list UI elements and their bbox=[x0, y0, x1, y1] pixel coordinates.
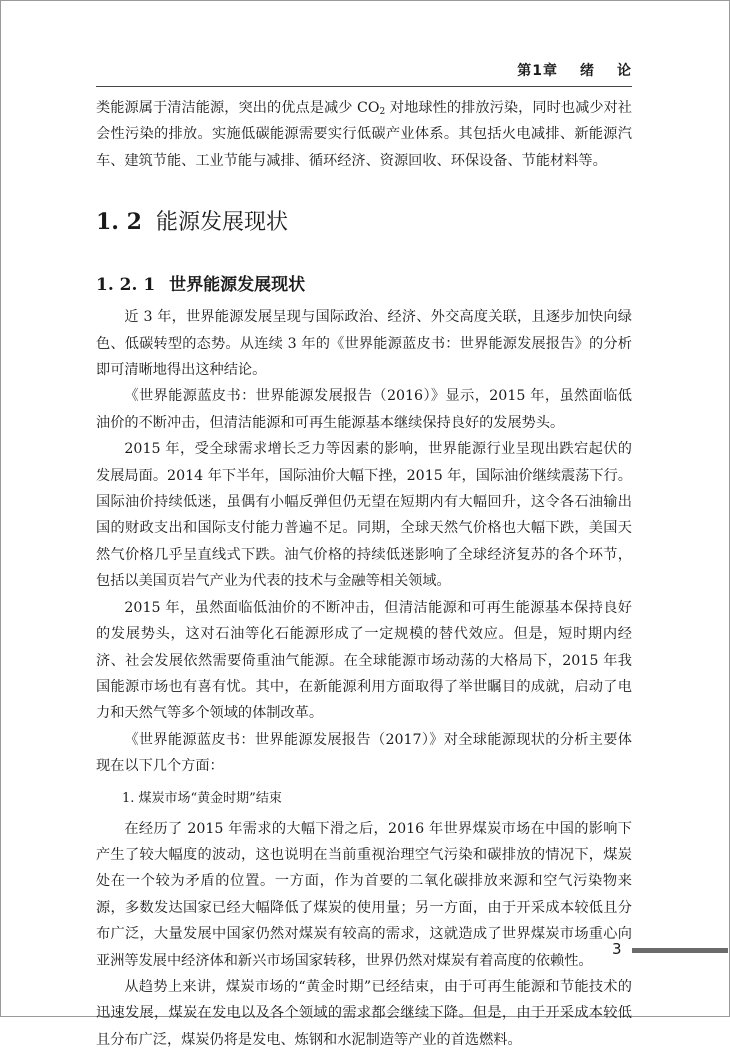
header-title-a: 绪 bbox=[580, 63, 595, 79]
subsection-number: 1. 2. 1 bbox=[96, 275, 156, 296]
item-heading: 1. 煤炭市场“黄金时期”结束 bbox=[122, 790, 282, 806]
intro-text-a: 类能源属于清洁能源，突出的优点是减少 CO bbox=[96, 100, 380, 116]
page-content bbox=[96, 95, 632, 1053]
intro-paragraph bbox=[96, 95, 632, 174]
intro-subscript: 2 bbox=[379, 107, 386, 117]
section-title: 能源发展现状 bbox=[155, 210, 288, 236]
page-number: 3 bbox=[612, 940, 622, 958]
header-chapter: 第1章 bbox=[517, 63, 558, 79]
section-number: 1. 2 bbox=[96, 209, 142, 236]
body-paragraph: 在经历了 2015 年需求的大幅下滑之后，2016 年世界煤炭市场在中国的影响下产生了较大幅度的波动，这也说明在当前重视治理空气污染和碳排放的情况下，煤炭处在一个较为矛盾的位置。一方面，作为首要的二氧化碳排放来源和空气污染物来源，多数发达国家已经大幅降低了煤炭的使用量；另一方面，由于开采成本较低且分布广泛，大量发展中国家仍然对煤炭有较高的需求，这就造成了世界煤炭市场重心向亚洲等发展中经济体和新兴市场国家转移，世界仍然对煤炭有着高度的依赖性。 bbox=[96, 820, 632, 969]
body-paragraph: 2015 年，虽然面临低油价的不断冲击，但清洁能源和可再生能源基本保持良好的发展势头，这对石油等化石能源形成了一定规模的替代效应。但是，短时期内经济、社会发展依然需要倚重油气能源。在全球能源市场动荡的大格局下，2015 年我国能源市场也有喜有忧。其中，在新能源利用方面取得了举世瞩目的成就，启动了电力和天然气等多个领域的体制改革。 bbox=[96, 599, 632, 722]
body-paragraph: 《世界能源蓝皮书：世界能源发展报告（2016）》显示，2015 年，虽然面临低油价的不断冲击，但清洁能源和可再生能源基本继续保持良好的发展势头。 bbox=[96, 388, 632, 431]
intro-text-b: 对地球性的排放污染，同时也减少对社会性污染的排放。实施低碳能源需要实行低碳产业体系。其包括火电减排、新能源汽车、建筑节能、工业节能与减排、循环经济、资源回收、环保设备、节能材料等。 bbox=[96, 100, 632, 169]
subsection-heading bbox=[96, 272, 632, 298]
running-header bbox=[96, 60, 632, 80]
body-paragraph: 2015 年，受全球需求增长乏力等因素的影响，世界能源行业呈现出跌宕起伏的发展局面。2014 年下半年，国际油价大幅下挫，2015 年，国际油价继续震荡下行。国际油价持续低迷，虽偶有小幅反弹但仍无望在短期内有大幅回升，这令各石油输出国的财政支出和国际支付能力普遍不足。同期，全球天然气价格也大幅下跌，美国天然气价格几乎呈直线式下跌。油气价格的持续低迷影响了全球经济复苏的各个环节，包括以美国页岩气产业为代表的技术与金融等相关领域。 bbox=[96, 441, 632, 590]
body-paragraph: 《世界能源蓝皮书：世界能源发展报告（2017）》对全球能源现状的分析主要体现在以下几个方面： bbox=[96, 731, 632, 775]
header-rule bbox=[96, 86, 632, 87]
header-title-b: 论 bbox=[617, 63, 632, 79]
page-number-bar bbox=[632, 948, 728, 953]
body-paragraph: 从趋势上来讲，煤炭市场的“黄金时期”已经结束，由于可再生能源和节能技术的迅速发展，煤炭在发电以及各个领域的需求都会继续下降。但是，由于开采成本较低且分布广泛，煤炭仍将是发电、炼钢和水泥制造等产业的首选燃料。 bbox=[96, 978, 632, 1048]
section-heading bbox=[96, 202, 632, 242]
subsection-title: 世界能源发展现状 bbox=[169, 275, 306, 296]
body-paragraph: 近 3 年，世界能源发展呈现与国际政治、经济、外交高度关联，且逐步加快向绿色、低碳转型的态势。从连续 3 年的《世界能源蓝皮书：世界能源发展报告》的分析即可清晰地得出这种结论。 bbox=[96, 309, 632, 379]
